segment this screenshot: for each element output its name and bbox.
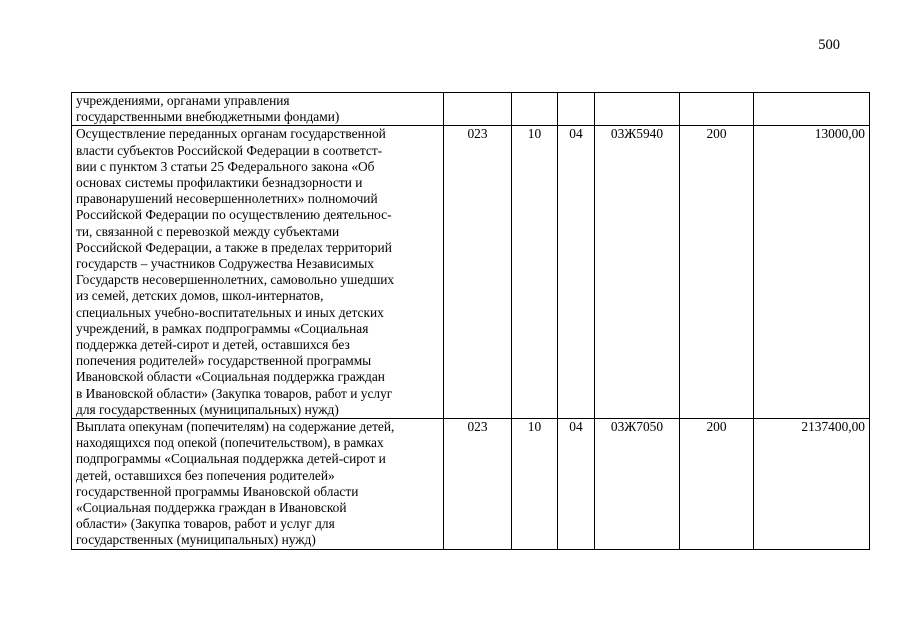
description-line: ти, связанной с перевозкой между субъектами (76, 223, 340, 239)
target-article-cell: 03Ж5940 (595, 126, 680, 419)
subsection-code-cell (558, 93, 595, 126)
expense-type-cell: 200 (680, 126, 754, 419)
description-line: для государственных (муниципальных) нужд) (76, 401, 339, 417)
description-line: учреждений, в рамках подпрограммы «Социальная (76, 320, 369, 336)
description-line: правонарушений несовершеннолетних» полномочий (76, 191, 378, 207)
amount-cell (754, 93, 870, 126)
description-line: Осуществление переданных органам государственной (76, 126, 386, 142)
description-cell (72, 419, 444, 550)
description-line: государств – участников Содружества Независимых (76, 256, 374, 272)
description-cell (72, 93, 444, 126)
section-code-cell (512, 93, 558, 126)
description-line: поддержка детей-сирот и детей, оставшихся без (76, 337, 350, 353)
table-row (72, 126, 870, 419)
target-article-cell: 03Ж7050 (595, 419, 680, 550)
ministry-code-cell: 023 (444, 126, 512, 419)
description-cell (72, 126, 444, 419)
page-number: 500 (818, 37, 840, 53)
expense-type-cell: 200 (680, 419, 754, 550)
description-line: области» (Закупка товаров, работ и услуг для (76, 516, 335, 532)
description-line: государственной программы Ивановской области (76, 483, 359, 499)
description-line: подпрограммы «Социальная поддержка детей-сирот и (76, 451, 386, 467)
subsection-code-cell: 04 (558, 419, 595, 550)
description-line: из семей, детских домов, школ-интернатов, (76, 288, 324, 304)
table-row (72, 93, 870, 126)
description-line: в Ивановской области» (Закупка товаров, работ и услуг (76, 385, 393, 401)
amount-cell: 2137400,00 (754, 419, 870, 550)
description-line: основах системы профилактики безнадзорности и (76, 175, 363, 191)
description-line: детей, оставшихся без попечения родителей» (76, 467, 335, 483)
description-line: Российской Федерации, а также в пределах территорий (76, 239, 392, 255)
description-line: государственными внебюджетными фондами) (76, 109, 340, 125)
description-line: специальных учебно-воспитательных и иных детских (76, 304, 384, 320)
budget-table (71, 92, 870, 550)
description-line: власти субъектов Российской Федерации в соответст- (76, 142, 383, 158)
section-code-cell: 10 (512, 419, 558, 550)
description-line: Государств несовершеннолетних, самовольно ушедших (76, 272, 395, 288)
ministry-code-cell (444, 93, 512, 126)
description-line: учреждениями, органами управления (76, 93, 290, 108)
subsection-code-cell: 04 (558, 126, 595, 419)
description-line: попечения родителей» государственной программы (76, 353, 372, 369)
description-line: Ивановской области «Социальная поддержка граждан (76, 369, 385, 385)
description-line: Выплата опекунам (попечителям) на содержание детей, (76, 419, 395, 435)
description-line: государственных (муниципальных) нужд) (76, 532, 316, 548)
amount-cell: 13000,00 (754, 126, 870, 419)
description-line: находящихся под опекой (попечительством), в рамках (76, 435, 384, 451)
section-code-cell: 10 (512, 126, 558, 419)
budget-table-body (72, 93, 870, 550)
target-article-cell (595, 93, 680, 126)
description-line: «Социальная поддержка граждан в Ивановской (76, 500, 347, 516)
description-line: Российской Федерации по осуществлению деятельнос- (76, 207, 392, 223)
table-row (72, 419, 870, 550)
expense-type-cell (680, 93, 754, 126)
description-line: вии с пунктом 3 статьи 25 Федерального закона «Об (76, 158, 375, 174)
ministry-code-cell: 023 (444, 419, 512, 550)
